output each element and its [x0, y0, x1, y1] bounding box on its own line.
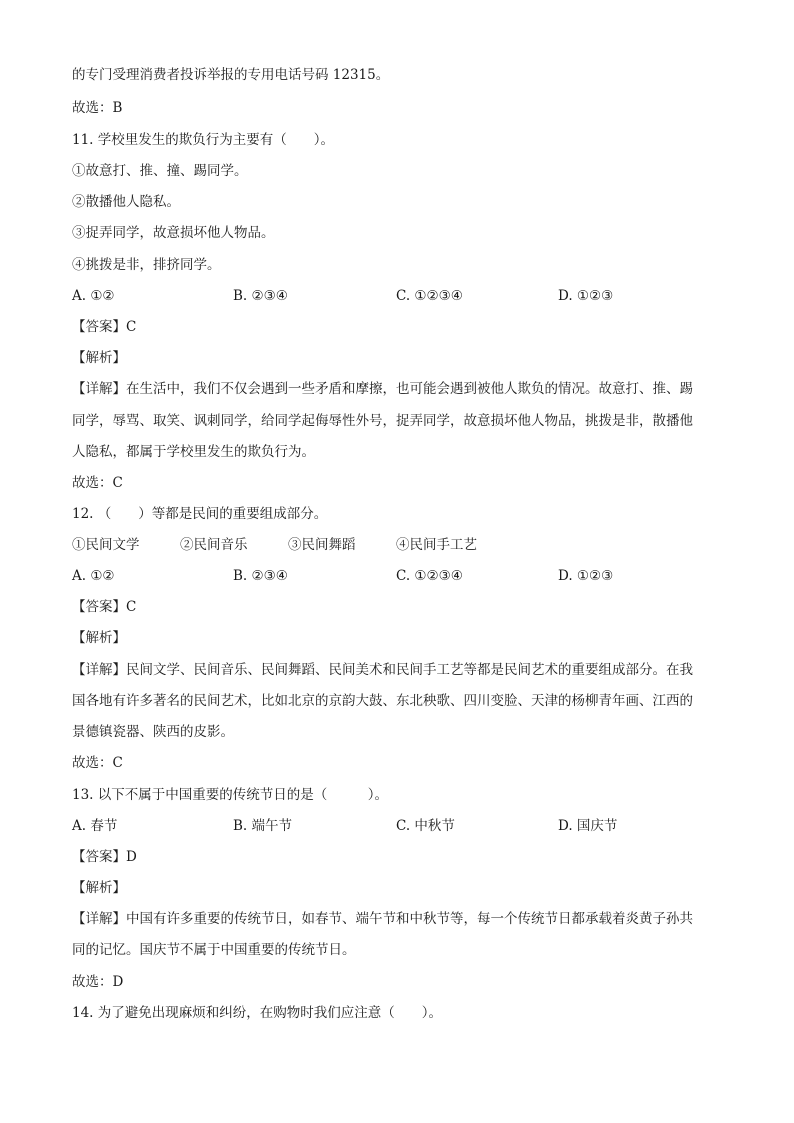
question-12: 12. （ ）等都是民间的重要组成部分。: [72, 506, 328, 522]
explanation-text: 景德镇瓷器、陕西的皮影。: [72, 724, 234, 740]
option-c: C. 中秋节: [396, 818, 455, 834]
explanation-text: 同学，辱骂、取笑、讽刺同学，给同学起侮辱性外号，捉弄同学，故意损坏他人物品，挑拨是非，散播他: [72, 413, 693, 429]
option-c: C. ①②③④: [396, 288, 463, 304]
question-14: 14. 为了避免出现麻烦和纠纷，在购物时我们应注意（ ）。: [72, 1005, 443, 1021]
option-a: A. 春节: [72, 818, 118, 834]
option-d: D. ①②③: [558, 568, 614, 584]
option-b: B. ②③④: [233, 568, 288, 584]
statement-item: ①民间文学 ②民间音乐 ③民间舞蹈 ④民间手工艺: [72, 537, 477, 553]
explanation-text: 【详解】在生活中，我们不仅会遇到一些矛盾和摩擦，也可能会遇到被他人欺负的情况。故意打、推、踢: [72, 381, 693, 397]
option-d: D. 国庆节: [558, 818, 618, 834]
answer-choice-line: 故选：C: [72, 475, 123, 491]
explanation-text: 【详解】中国有许多重要的传统节日，如春节、端午节和中秋节等，每一个传统节日都承载着炎黄子孙共: [72, 911, 693, 927]
option-d: D. ①②③: [558, 288, 614, 304]
answer-label: 【答案】D: [72, 849, 137, 865]
option-b: B. 端午节: [233, 818, 293, 834]
statement-item: ③捉弄同学，故意损坏他人物品。: [72, 225, 275, 241]
analysis-label: 【解析】: [72, 880, 126, 896]
text-line: 的专门受理消费者投诉举报的专用电话号码 12315。: [72, 67, 390, 83]
option-a: A. ①②: [72, 568, 115, 584]
explanation-text: 同的记忆。国庆节不属于中国重要的传统节日。: [72, 942, 356, 958]
question-11: 11. 学校里发生的欺负行为主要有（ ）。: [72, 132, 335, 148]
option-a: A. ①②: [72, 288, 115, 304]
answer-choice-line: 故选：D: [72, 974, 124, 990]
statement-item: ④挑拨是非，排挤同学。: [72, 257, 221, 273]
explanation-text: 国各地有许多著名的民间艺术，比如北京的京韵大鼓、东北秧歌、四川变脸、天津的杨柳青年画、江西的: [72, 693, 693, 709]
explanation-text: 人隐私，都属于学校里发生的欺负行为。: [72, 444, 315, 460]
explanation-text: 【详解】民间文学、民间音乐、民间舞蹈、民间美术和民间手工艺等都是民间艺术的重要组成部分。在我: [72, 662, 693, 678]
statement-item: ②散播他人隐私。: [72, 194, 180, 210]
answer-label: 【答案】C: [72, 319, 137, 335]
statement-item: ①故意打、推、撞、踢同学。: [72, 163, 248, 179]
option-b: B. ②③④: [233, 288, 288, 304]
analysis-label: 【解析】: [72, 350, 126, 366]
question-13: 13. 以下不属于中国重要的传统节日的是（ ）。: [72, 787, 389, 803]
answer-choice-line: 故选：B: [72, 100, 123, 116]
option-c: C. ①②③④: [396, 568, 463, 584]
answer-label: 【答案】C: [72, 599, 137, 615]
answer-choice-line: 故选：C: [72, 755, 123, 771]
analysis-label: 【解析】: [72, 630, 126, 646]
